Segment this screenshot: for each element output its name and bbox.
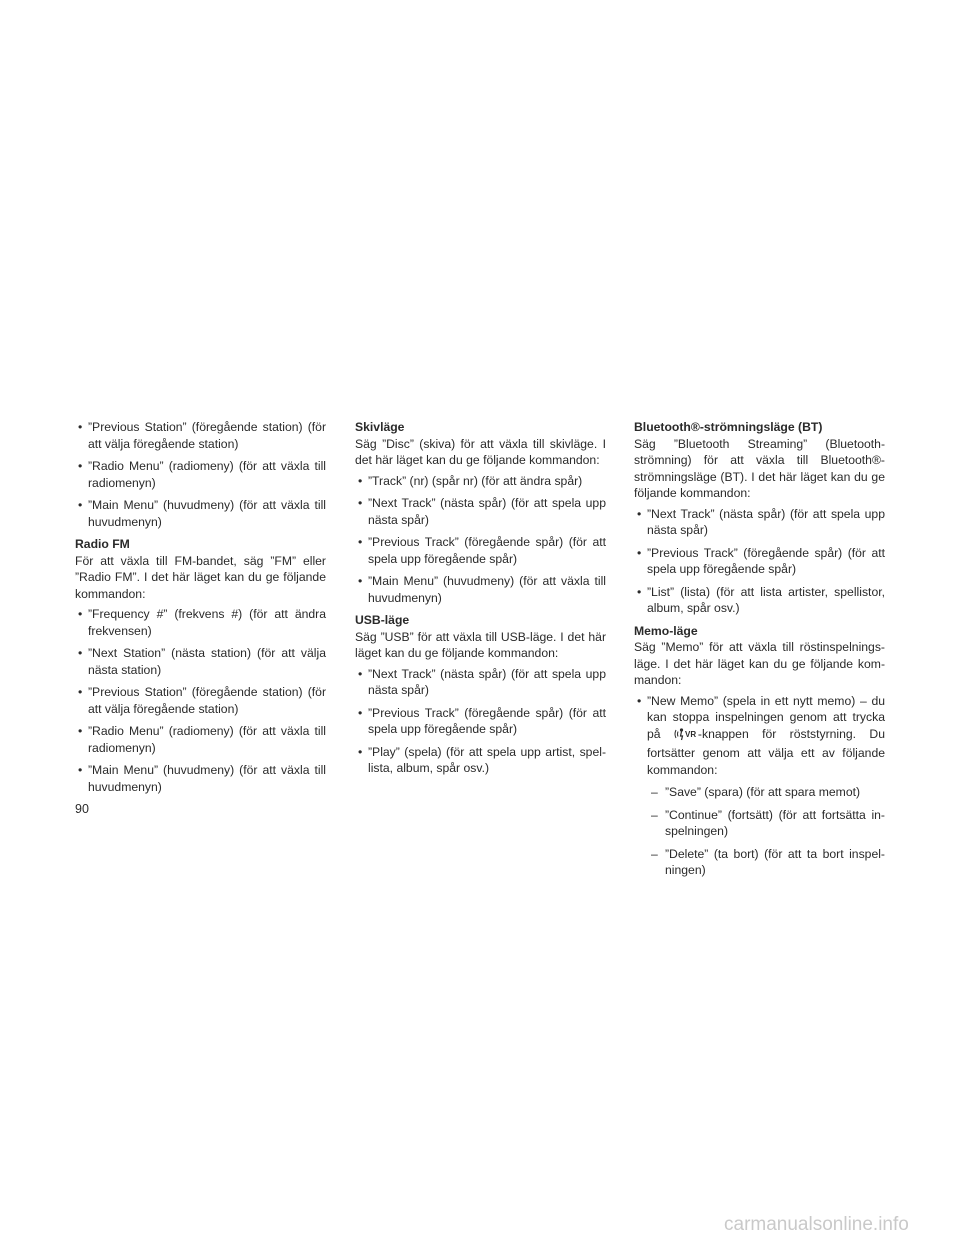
- list-item: • ”Previous Station” (föregående station) (för att välja föregående station): [78, 685, 326, 716]
- list-item: • ”Next Track” (nästa spår) (för att spela upp nästa spår): [358, 666, 606, 697]
- column-2: [355, 419, 606, 783]
- list-item: • ”Previous Station” (föregående station) (för att välja föregående station): [78, 420, 326, 451]
- list-item: • ”Next Track” (nästa spår) (för att spela upp nästa spår): [637, 506, 885, 537]
- list-item: – ”Delete” (ta bort) (för att ta bort inspel-ningen): [651, 846, 885, 877]
- svg-text:VR: VR: [684, 729, 697, 739]
- list-item: • ”Previous Track” (föregående spår) (för att spela upp föregående spår): [358, 705, 606, 736]
- list-item: • ”List” (lista) (för att lista artister, spellistor, album, spår osv.): [637, 584, 885, 615]
- list-item: • ”Previous Track” (föregående spår) (för att spela upp föregående spår): [358, 535, 606, 566]
- list-item: • ”Previous Track” (föregående spår) (för att spela upp föregående spår): [637, 545, 885, 576]
- list-item: • ”Track” (nr) (spår nr) (för att ändra spår): [358, 473, 583, 488]
- section-heading-memo: Memo-läge: [634, 623, 698, 638]
- voice-recognition-vr-icon: [674, 727, 698, 746]
- section-heading-bluetooth: Bluetooth®-strömningsläge (BT): [634, 420, 823, 434]
- list-item: • ”Main Menu” (huvudmeny) (för att växla till huvudmenyn): [78, 763, 326, 794]
- list-item: – ”Continue” (fortsätt) (för att fortsätta in-spelningen): [651, 807, 885, 838]
- section-text-memo: Säg ”Memo” för att växla till röstinspelnings-läge. I det här läget kan du ge följande kom-mandon:: [634, 640, 885, 687]
- section-heading-usb: USB-läge: [355, 613, 410, 627]
- list-item: • ”Next Track” (nästa spår) (för att spela upp nästa spår): [358, 496, 606, 527]
- list-item: • ”Radio Menu” (radiomeny) (för att växla till radiomenyn): [78, 724, 326, 755]
- page-number: 90: [75, 802, 89, 816]
- section-heading-radio-fm: Radio FM: [75, 537, 130, 551]
- section-text-bluetooth: Säg ”Bluetooth Streaming” (Bluetooth-strömning) för att växla till Bluetooth®-strömningsläge (BT). I det här läget kan du ge följande kommandon:: [634, 436, 885, 500]
- section-text-radio-fm: För att växla till FM-bandet, säg ”FM” eller ”Radio FM”. I det här läget kan du ge följande kommandon:: [75, 553, 326, 601]
- section-text-usb: Säg ”USB” för att växla till USB-läge. I det här läget kan du ge följande kommandon:: [355, 629, 606, 660]
- list-item: • ”Main Menu” (huvudmeny) (för att växla till huvudmenyn): [78, 498, 326, 529]
- list-item-new-memo: • ”New Memo” (spela in ett nytt memo) – du kan stoppa inspelningen genom att trycka på VR -knappen för röststyrning. Du fortsätter genom att välja ett av följande kommandon:: [637, 693, 885, 777]
- section-text-disc: Säg ”Disc” (skiva) för att växla till skivläge. I det här läget kan du ge följande kommandon:: [355, 436, 606, 467]
- column-1: [75, 419, 326, 801]
- column-3: [634, 419, 885, 885]
- list-item: • ”Radio Menu” (radiomeny) (för att växla till radiomenyn): [78, 459, 326, 490]
- list-item: • ”Play” (spela) (för att spela upp artist, spel-lista, album, spår osv.): [358, 744, 606, 775]
- section-heading-disc: Skivläge: [355, 420, 405, 434]
- list-item: • ”Next Station” (nästa station) (för att välja nästa station): [78, 646, 326, 677]
- list-item: – ”Save” (spara) (för att spara memot): [651, 785, 861, 799]
- list-item: • ”Main Menu” (huvudmeny) (för att växla till huvudmenyn): [358, 574, 606, 605]
- list-item: • ”Frequency #” (frekvens #) (för att ändra frekvensen): [78, 607, 326, 638]
- watermark: carmanualsonline.info: [724, 1214, 909, 1235]
